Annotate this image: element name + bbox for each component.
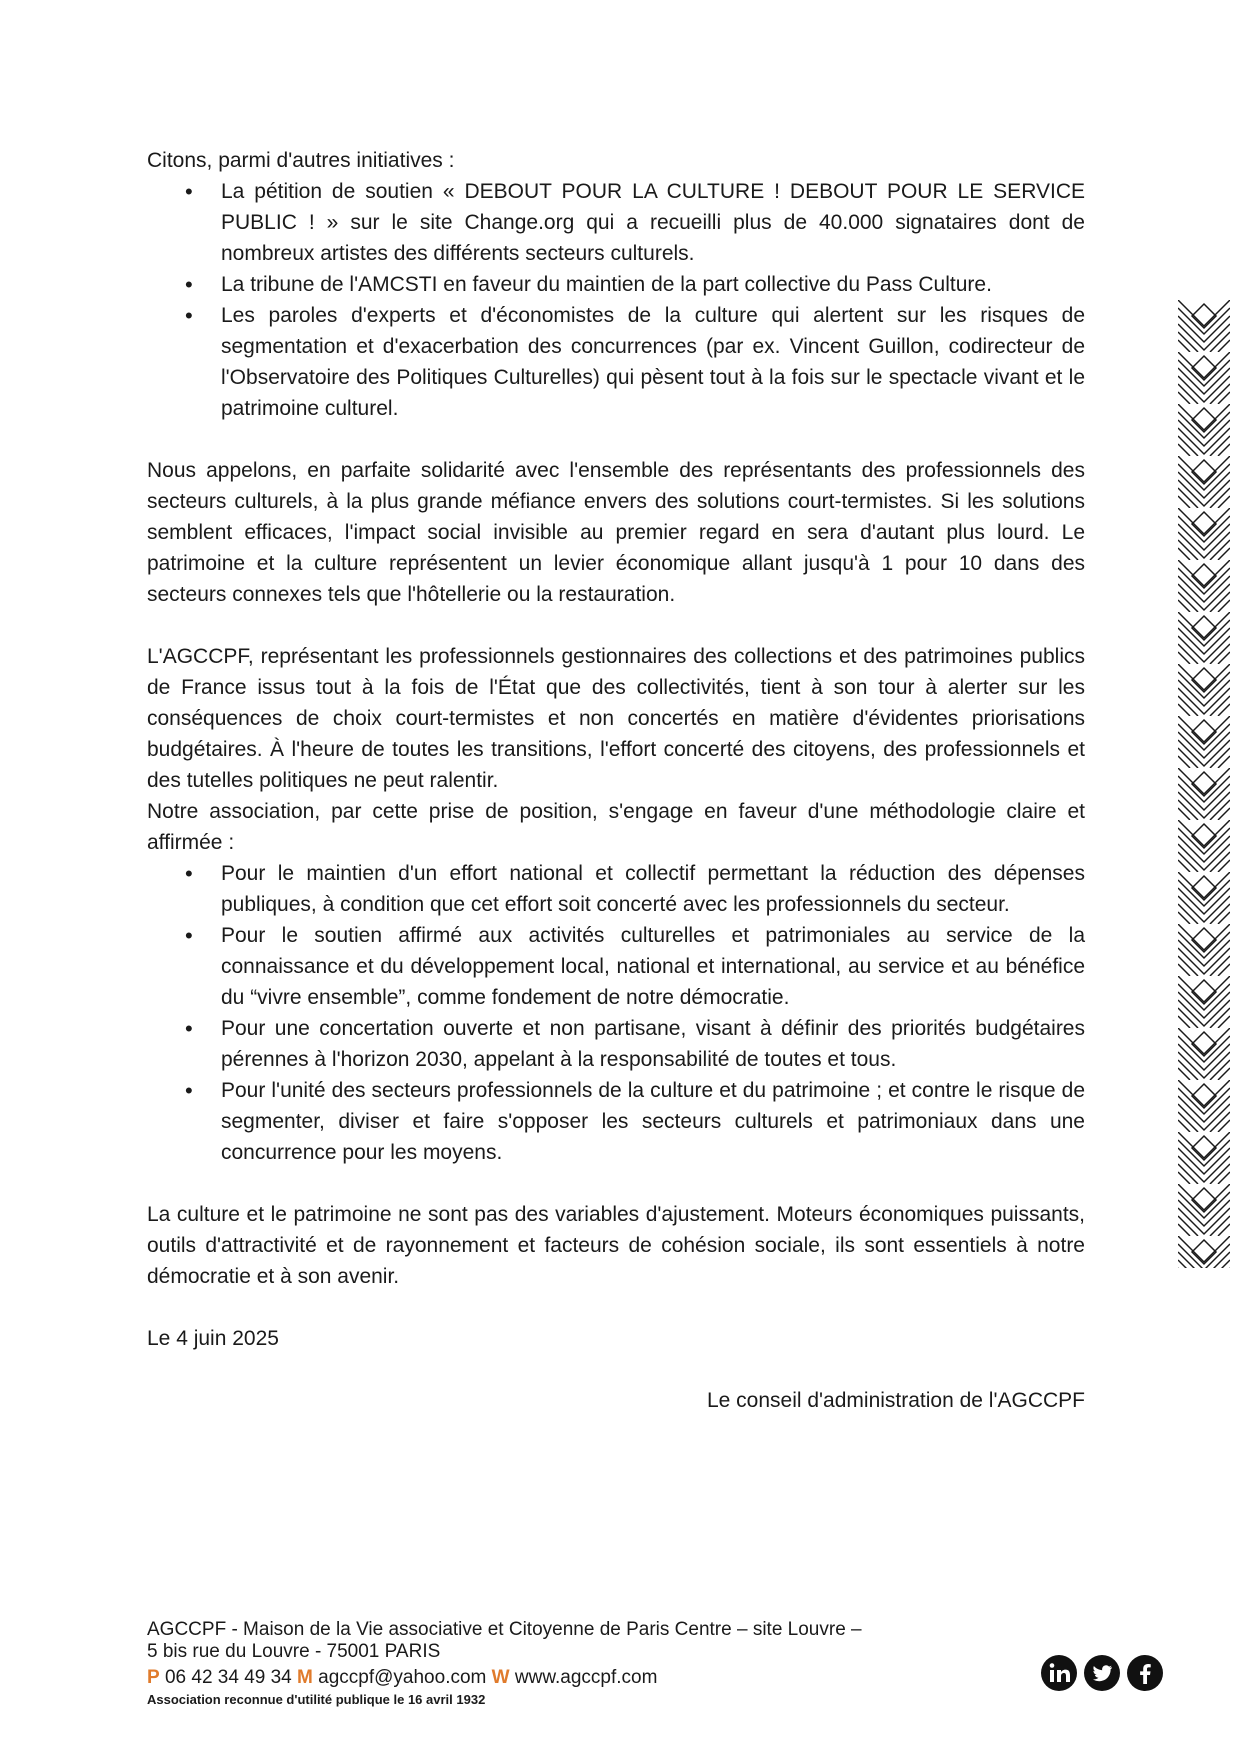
paragraph: Notre association, par cette prise de position, s'engage en faveur d'une méthodologie claire et affirmée : [147,800,1085,854]
list-item: • La tribune de l'AMCSTI en faveur du maintien de la part collective du Pass Culture. [147,269,1085,300]
list-item: • Pour le maintien d'un effort national et collectif permettant la réduction des dépenses publiques, à condition que cet effort soit concerté avec les professionnels du secteur. [147,858,1085,920]
list-item: • Les paroles d'experts et d'économistes de la culture qui alertent sur les risques de segmentation et d'exacerbation des concurrences (par ex. Vincent Guillon, codirecteur de l'Observatoire des Politiques Culturelles) qui pèsent tout à la fois sur le spectacle vivant et le patrimoine culturel. [147,300,1085,424]
facebook-icon[interactable] [1126,1654,1164,1692]
mail-label: M [297,1667,313,1688]
list-item: • Pour le soutien affirmé aux activités culturelles et patrimoniales au service de la connaissance et du développement local, national et international, au service et au bénéfice du “vivre ensemble”, comme fondement de notre démocratie. [147,920,1085,1013]
intro-text: Citons, parmi d'autres initiatives : [147,149,455,172]
linkedin-icon[interactable] [1040,1654,1078,1692]
conclusion-paragraph: La culture et le patrimoine ne sont pas des variables d'ajustement. Moteurs économiques puissants, outils d'attractivité et de rayonnement et facteurs de cohésion sociale, ils sont essentiels à notre démocratie et à son avenir. [147,1203,1085,1288]
initiatives-list [147,176,1085,424]
paragraph: Nous appelons, en parfaite solidarité avec l'ensemble des représentants des professionnels des secteurs culturels, à la plus grande méfiance envers des solutions court-termistes. Si les solutions semblent efficaces, l'impact social invisible au premier regard en sera d'autant plus lourd. Le patrimoine et la culture représentent un levier économique allant jusqu'à 1 pour 10 dans des secteurs connexes tels que l'hôtellerie ou la restauration. [147,459,1085,606]
email-link[interactable]: agccpf@yahoo.com [318,1667,487,1688]
footer-address: AGCCPF - Maison de la Vie associative et Citoyenne de Paris Centre – site Louvre – [147,1619,862,1640]
footer-contact [147,1667,1007,1689]
footer-note: Association reconnue d'utilité publique le 16 avril 1932 [147,1692,486,1707]
list-item: • Pour l'unité des secteurs professionnels de la culture et du patrimoine ; et contre le risque de segmenter, diviser et faire s'opposer les secteurs culturels et patrimoniaux dans une concurrence pour les moyens. [147,1075,1085,1168]
signature: Le conseil d'administration de l'AGCCPF [706,1389,1085,1412]
footer [147,1619,1007,1709]
website-link[interactable]: www.agccpf.com [514,1667,658,1688]
phone-number[interactable]: 06 42 34 49 34 [164,1667,292,1688]
date-text: Le 4 juin 2025 [147,1327,279,1350]
web-label: W [491,1667,510,1688]
paragraph: L'AGCCPF, représentant les professionnels gestionnaires des collections et des patrimoines publics de France issus tout à la fois de l'État que des collectivités, tient à son tour à alerter sur les conséquences de choix court-termistes et non concertés en matière d'évidentes priorisations budgétaires. À l'heure de toutes les transitions, l'effort concerté des citoyens, des professionnels et des tutelles politiques ne peut ralentir. [147,645,1085,792]
list-item: • La pétition de soutien « DEBOUT POUR LA CULTURE ! DEBOUT POUR LE SERVICE PUBLIC ! » sur le site Change.org qui a recueilli plus de 40.000 signataires dont de nombreux artistes des différents secteurs culturels. [147,176,1085,269]
list-item: • Pour une concertation ouverte et non partisane, visant à définir des priorités budgétaires pérennes à l'horizon 2030, appelant à la responsabilité de toutes et tous. [147,1013,1085,1075]
phone-label: P [147,1667,160,1688]
document-body [147,145,1085,1416]
twitter-icon[interactable] [1083,1654,1121,1692]
decorative-pattern-border [1178,300,1230,1268]
footer-address: 5 bis rue du Louvre - 75001 PARIS [147,1641,441,1662]
commitments-list [147,858,1085,1168]
social-links [1040,1654,1164,1694]
